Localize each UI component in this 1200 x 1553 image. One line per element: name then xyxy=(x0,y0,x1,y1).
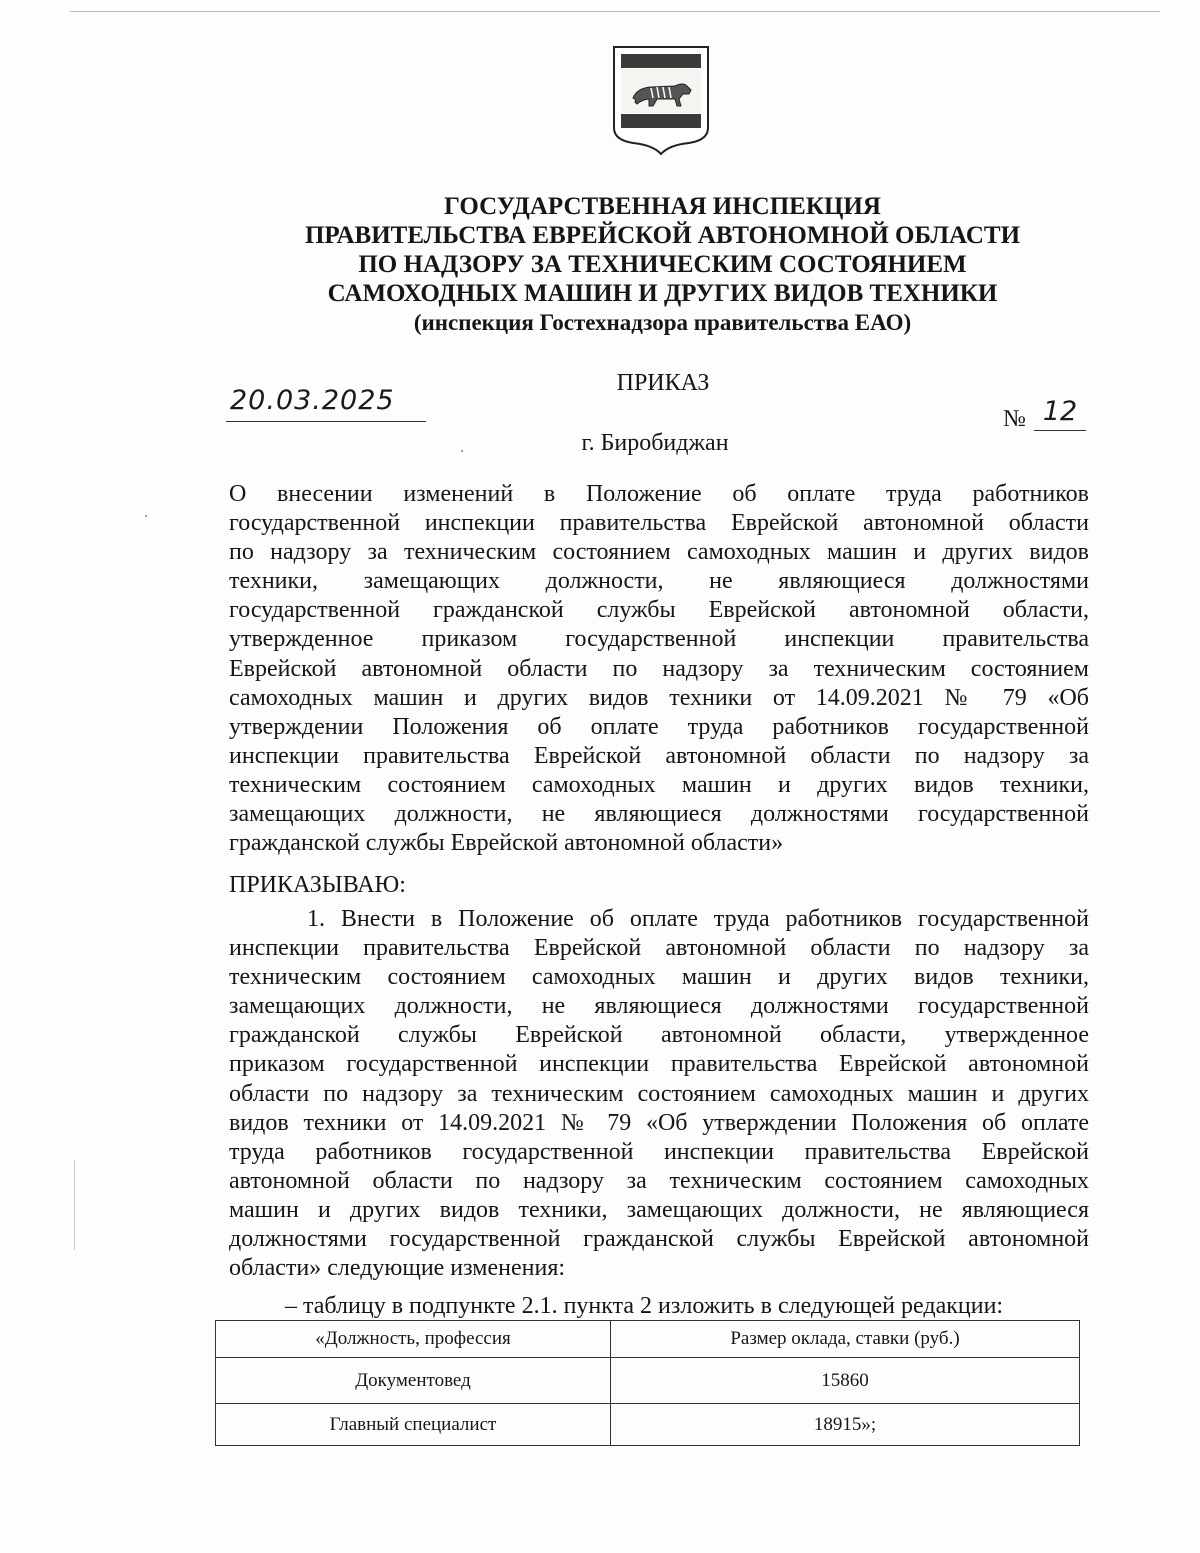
preamble-line: О внесении изменений в Положение об оплате труда работников xyxy=(229,481,1089,507)
item-1-line: техническим состоянием самоходных машин и других видов техники, xyxy=(229,964,1089,991)
header-line-3: ПО НАДЗОРУ ЗА ТЕХНИЧЕСКИМ СОСТОЯНИЕМ xyxy=(358,251,967,278)
item-1-line: должностями государственной гражданской службы Еврейской автономной xyxy=(229,1226,1089,1253)
preamble-line: техническим состоянием самоходных машин и других видов техники, xyxy=(229,771,1089,798)
table-cell: Главный специалист xyxy=(216,1404,611,1446)
preamble-line: утвержденное приказом государственной инспекции правительства xyxy=(229,626,1089,653)
header-line-5: (инспекция Гостехнадзора правительства ЕАО) xyxy=(413,310,912,335)
preamble-line: инспекции правительства Еврейской автономной области по надзору за xyxy=(229,742,1089,769)
table-row xyxy=(216,1404,1080,1446)
preamble-line: техники, замещающих должности, не являющиеся должностями xyxy=(229,568,1089,595)
item-1-line: автономной области по надзору за техническим состоянием самоходных xyxy=(229,1167,1089,1194)
table-row xyxy=(216,1358,1080,1404)
table-cell: 15860 xyxy=(611,1358,1080,1404)
handwritten-date: 20.03.2025 xyxy=(230,385,395,416)
preamble-line: замещающих должности, не являющиеся должностями государственной xyxy=(229,801,1089,828)
scan-speck xyxy=(461,450,463,452)
item-1-line: области по надзору за техническим состоянием самоходных машин и других xyxy=(229,1080,1089,1107)
item-1-line: приказом государственной инспекции правительства Еврейской автономной xyxy=(229,1051,1089,1078)
preamble-line: самоходных машин и других видов техники от 14.09.2021 № 79 «Об xyxy=(229,684,1089,711)
item-1-line: гражданской службы Еврейской автономной области, утвержденное xyxy=(229,1022,1089,1049)
preamble-line: Еврейской автономной области по надзору за техническим состоянием xyxy=(229,655,1089,682)
number-label: № xyxy=(1003,406,1026,432)
preamble-line: государственной гражданской службы Еврейской автономной области, xyxy=(229,597,1089,624)
header-line-1: ГОСУДАРСТВЕННАЯ ИНСПЕКЦИЯ xyxy=(444,193,881,220)
item-1-line: труда работников государственной инспекции правительства Еврейской xyxy=(229,1138,1089,1165)
preamble-line: государственной инспекции правительства Еврейской автономной области xyxy=(229,510,1089,537)
order-word: ПРИКАЗЫВАЮ: xyxy=(229,872,406,898)
item-1-line: замещающих должности, не являющиеся должностями государственной xyxy=(229,993,1089,1020)
scan-artifact-line xyxy=(74,1160,75,1250)
table-header-row xyxy=(216,1321,1080,1358)
header-line-4: САМОХОДНЫХ МАШИН И ДРУГИХ ВИДОВ ТЕХНИКИ xyxy=(327,280,998,307)
date-field xyxy=(226,385,426,422)
item-1-last-line: области» следующие изменения: xyxy=(229,1255,566,1282)
handwritten-number: 12 xyxy=(1034,396,1086,431)
salary-table xyxy=(215,1320,1080,1446)
dash-item: – таблицу в подпункте 2.1. пункта 2 изложить в следующей редакции: xyxy=(285,1293,1004,1319)
document-title: ПРИКАЗ xyxy=(616,370,710,396)
table-cell: Документовед xyxy=(216,1358,611,1404)
organization-header xyxy=(200,192,1125,337)
table-header-cell: «Должность, профессия xyxy=(216,1321,611,1358)
item-1-line: видов техники от 14.09.2021 № 79 «Об утверждении Положения об оплате xyxy=(229,1109,1089,1136)
table-cell: 18915»; xyxy=(611,1404,1080,1446)
page-top-rule xyxy=(70,11,1160,12)
item-1-line: инспекции правительства Еврейской автономной области по надзору за xyxy=(229,935,1089,962)
city-line: г. Биробиджан xyxy=(581,430,729,456)
preamble-paragraph xyxy=(229,480,1089,858)
preamble-line: по надзору за техническим состоянием самоходных машин и других видов xyxy=(229,539,1089,566)
header-line-2: ПРАВИТЕЛЬСТВА ЕВРЕЙСКОЙ АВТОНОМНОЙ ОБЛАСТИ xyxy=(304,222,1021,249)
item-1-line: машин и других видов техники, замещающих должности, не являющиеся xyxy=(229,1196,1089,1223)
scan-speck xyxy=(145,515,147,517)
preamble-line: утверждении Положения об оплате труда работников государственной xyxy=(229,713,1089,740)
item-1-paragraph xyxy=(229,905,1089,1283)
preamble-last-line: гражданской службы Еврейской автономной области» xyxy=(229,830,784,857)
coat-of-arms-emblem xyxy=(611,44,711,156)
item-1-line: 1. Внести в Положение об оплате труда работников государственной xyxy=(307,906,1089,932)
table-header-cell: Размер оклада, ставки (руб.) xyxy=(611,1321,1080,1358)
